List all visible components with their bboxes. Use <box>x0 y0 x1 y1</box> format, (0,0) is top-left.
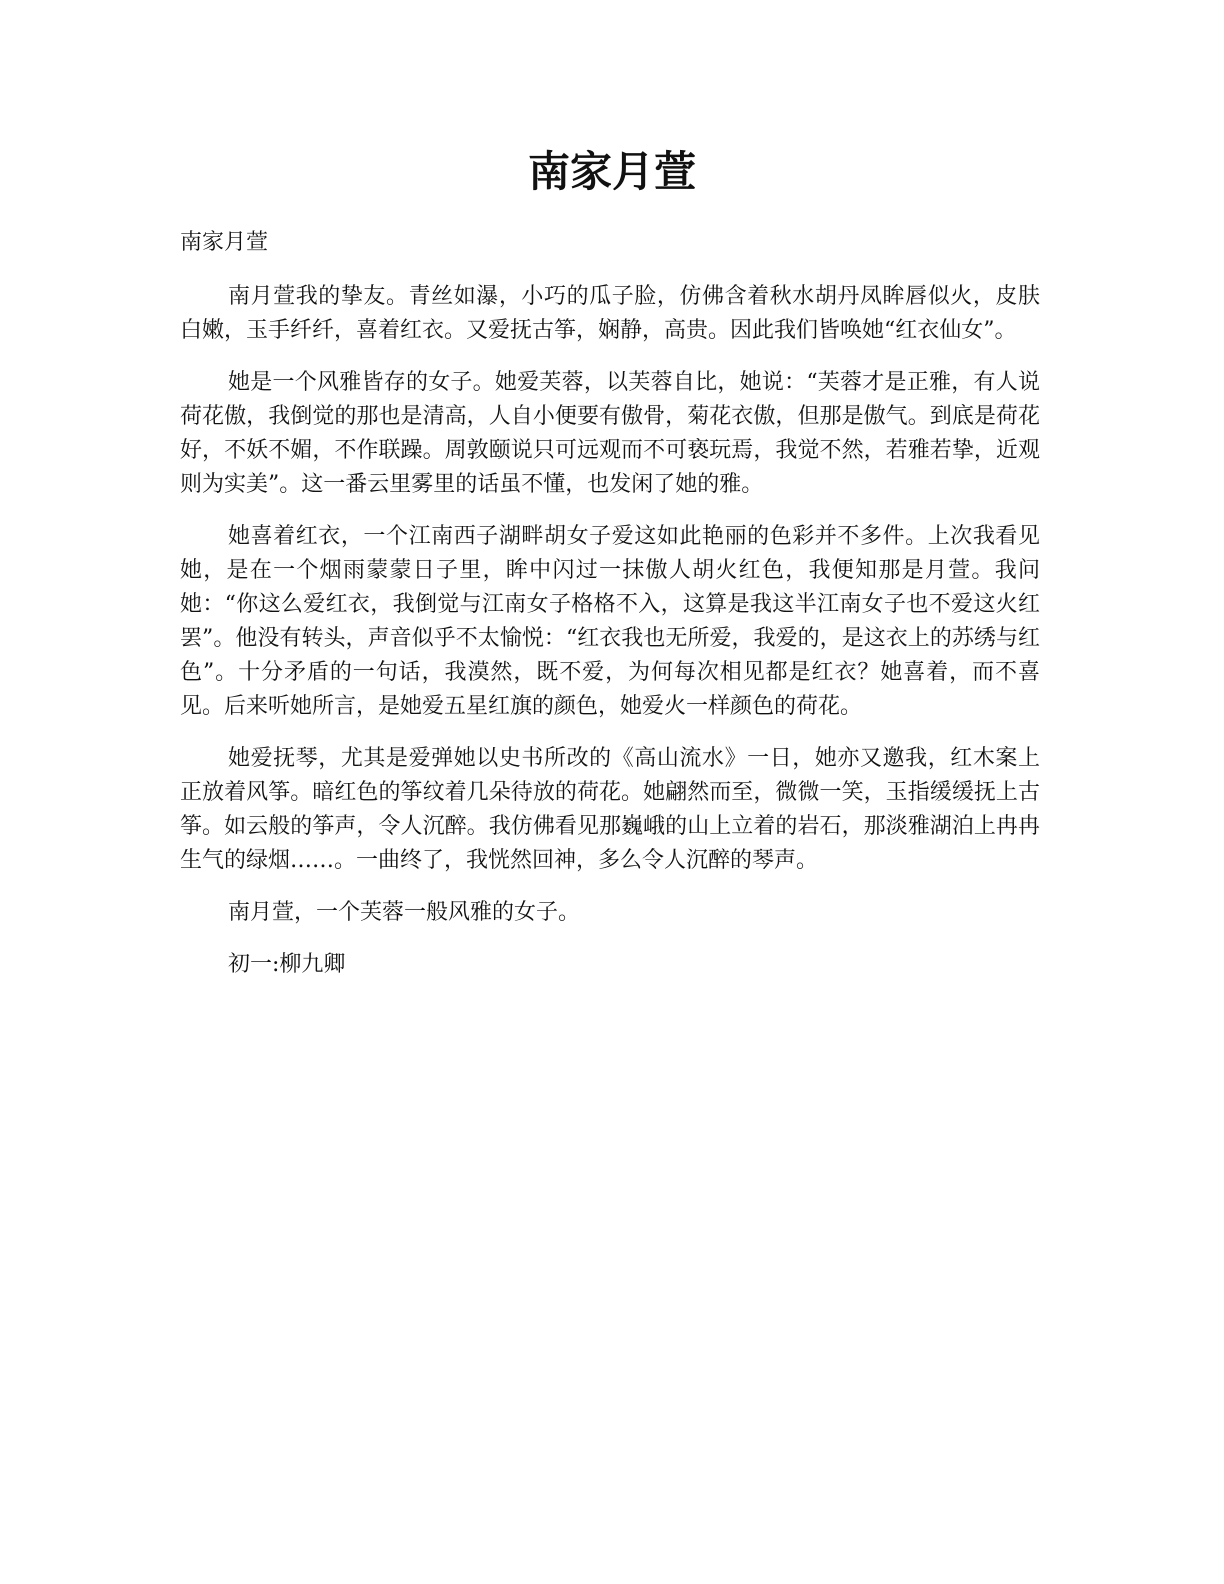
paragraph-intro: 南月萱我的挚友。青丝如瀑，小巧的瓜子脸，仿佛含着秋水胡丹凤眸唇似火，皮肤白嫩，玉手纤纤，喜着红衣。又爱抚古筝，娴静，高贵。因此我们皆唤她“红衣仙女”。 <box>180 284 1040 343</box>
document-body <box>180 226 1040 1000</box>
paragraph-red-dress: 她喜着红衣，一个江南西子湖畔胡女子爱这如此艳丽的色彩并不多件。上次我看见她，是在一个烟雨蒙蒙日子里，眸中闪过一抹傲人胡火红色，我便知那是月萱。我问她：“你这么爱红衣，我倒觉与江南女子格格不入，这算是我这半江南女子也不爱这火红罢”。他没有转头，声音似乎不太愉悦：“红衣我也无所爱，我爱的，是这衣上的苏绣与红色”。十分矛盾的一句话，我漠然，既不爱，为何每次相见都是红衣？她喜着，而不喜见。后来听她所言，是她爱五星红旗的颜色，她爱火一样颜色的荷花。 <box>180 524 1040 719</box>
author-signature: 初一:柳九卿 <box>228 952 346 977</box>
paragraph-conclusion: 南月萱，一个芙蓉一般风雅的女子。 <box>228 900 581 925</box>
paragraph-lotus: 她是一个风雅皆存的女子。她爱芙蓉，以芙蓉自比，她说：“芙蓉才是正雅，有人说荷花傲，我倒觉的那也是清高，人自小便要有傲骨，菊花衣傲，但那是傲气。到底是荷花好，不妖不媚，不作联躁。周敦颐说只可远观而不可亵玩焉，我觉不然，若雅若挚，近观则为实美”。这一番云里雾里的话虽不懂，也发闲了她的雅。 <box>180 370 1040 497</box>
document-title: 南家月萱 <box>527 147 696 196</box>
paragraph-zither: 她爱抚琴，尤其是爱弹她以史书所改的《高山流水》一日，她亦又邀我，红木案上正放着风筝。暗红色的筝纹着几朵待放的荷花。她翩然而至，微微一笑，玉指缓缓抚上古筝。如云般的筝声，令人沉醉。我仿佛看见那巍峨的山上立着的岩石，那淡雅湖泊上冉冉生气的绿烟……。一曲终了，我恍然回神，多么令人沉醉的琴声。 <box>180 746 1040 873</box>
document-subtitle: 南家月萱 <box>180 230 269 255</box>
